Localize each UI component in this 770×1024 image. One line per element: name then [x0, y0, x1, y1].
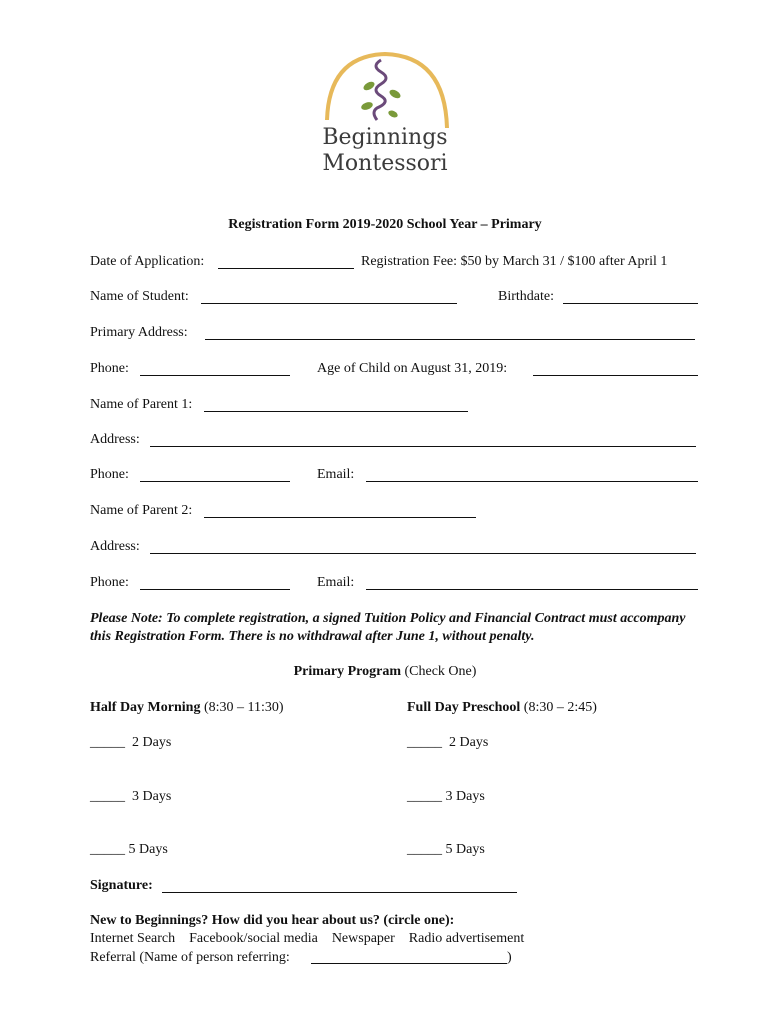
- form-title: Registration Form 2019-2020 School Year – Primary: [228, 217, 542, 232]
- age-of-child-label: Age of Child on August 31, 2019:: [317, 361, 508, 376]
- choice-newspaper[interactable]: Newspaper: [331, 931, 395, 946]
- parent-1-address-label: Address:: [90, 432, 140, 447]
- program-heading: [0, 664, 770, 680]
- check-blank[interactable]: _____: [90, 735, 125, 750]
- date-of-application-label: Date of Application:: [90, 254, 205, 269]
- logo-vine: [374, 60, 386, 120]
- name-of-parent-2-label: Name of Parent 2:: [90, 503, 193, 518]
- referral-label: Referral (Name of person referring:: [90, 950, 290, 965]
- full-day-2-days-option[interactable]: [407, 735, 488, 751]
- check-blank[interactable]: _____: [90, 789, 125, 804]
- parent-2-address-field[interactable]: [150, 553, 696, 554]
- half-day-morning-header: [90, 700, 284, 716]
- parent-2-phone-field[interactable]: [140, 589, 290, 590]
- name-of-student-field[interactable]: [201, 303, 457, 304]
- program-heading-rest: (Check One): [401, 664, 477, 679]
- full-day-3-days-option[interactable]: [407, 789, 485, 805]
- logo-line2: Montessori: [322, 151, 448, 176]
- leaf-icon: [388, 88, 402, 100]
- primary-address-field[interactable]: [205, 339, 695, 340]
- full-day-5-days-option[interactable]: [407, 842, 485, 858]
- parent-1-phone-label: Phone:: [90, 467, 129, 482]
- parent-2-phone-label: Phone:: [90, 575, 129, 590]
- check-blank[interactable]: _____: [407, 735, 442, 750]
- option-label: 2 Days: [449, 735, 489, 750]
- logo-line1: Beginnings: [322, 125, 448, 150]
- program-heading-bold: Primary Program: [293, 664, 401, 679]
- parent-1-phone-field[interactable]: [140, 481, 290, 482]
- leaf-icon: [360, 101, 374, 112]
- primary-address-label: Primary Address:: [90, 325, 188, 340]
- parent-2-email-label: Email:: [317, 575, 355, 590]
- full-day-title: Full Day Preschool: [407, 700, 521, 715]
- date-of-application-field[interactable]: [218, 268, 354, 269]
- signature-field[interactable]: [162, 892, 517, 893]
- beginnings-montessori-logo: [305, 48, 465, 180]
- choice-internet-search[interactable]: Internet Search: [90, 931, 176, 946]
- parent-1-email-label: Email:: [317, 467, 355, 482]
- half-day-2-days-option[interactable]: [90, 735, 171, 751]
- option-label: 5 Days: [445, 842, 485, 857]
- registration-fee-label: Registration Fee: $50 by March 31 / $100 after April 1: [361, 254, 668, 269]
- choice-radio[interactable]: Radio advertisement: [408, 931, 525, 946]
- referral-name-field[interactable]: [311, 963, 507, 964]
- check-blank[interactable]: _____: [90, 842, 125, 857]
- half-day-3-days-option[interactable]: [90, 789, 171, 805]
- referral-question: New to Beginnings? How did you hear about us? (circle one):: [90, 913, 455, 928]
- referral-choices: [90, 931, 524, 947]
- check-blank[interactable]: _____: [407, 842, 442, 857]
- parent-1-email-field[interactable]: [366, 481, 698, 482]
- name-of-parent-1-field[interactable]: [204, 411, 468, 412]
- leaf-icon: [387, 109, 399, 119]
- signature-label: Signature:: [90, 878, 153, 893]
- birthdate-label: Birthdate:: [498, 289, 554, 304]
- parent-2-address-label: Address:: [90, 539, 140, 554]
- name-of-parent-1-label: Name of Parent 1:: [90, 397, 193, 412]
- age-of-child-field[interactable]: [533, 375, 698, 376]
- half-day-title: Half Day Morning: [90, 700, 201, 715]
- option-label: 5 Days: [128, 842, 168, 857]
- birthdate-field[interactable]: [563, 303, 698, 304]
- full-day-preschool-header: [407, 700, 597, 716]
- student-phone-field[interactable]: [140, 375, 290, 376]
- parent-2-email-field[interactable]: [366, 589, 698, 590]
- option-label: 3 Days: [132, 789, 172, 804]
- half-day-5-days-option[interactable]: [90, 842, 168, 858]
- name-of-student-label: Name of Student:: [90, 289, 189, 304]
- name-of-parent-2-field[interactable]: [204, 517, 476, 518]
- logo-arc: [327, 54, 447, 128]
- registration-note: Please Note: To complete registration, a signed Tuition Policy and Financial Contract must accompany this Registration Form. There is no withdrawal after June 1, without penalty.: [90, 611, 686, 644]
- referral-close-paren: ): [507, 950, 512, 965]
- parent-1-address-field[interactable]: [150, 446, 696, 447]
- student-phone-label: Phone:: [90, 361, 129, 376]
- check-blank[interactable]: _____: [407, 789, 442, 804]
- option-label: 3 Days: [445, 789, 485, 804]
- full-day-time: (8:30 – 2:45): [520, 700, 597, 715]
- logo-graphic: [305, 48, 465, 180]
- leaf-icon: [362, 80, 376, 92]
- option-label: 2 Days: [132, 735, 172, 750]
- half-day-time: (8:30 – 11:30): [200, 700, 284, 715]
- choice-facebook[interactable]: Facebook/social media: [189, 931, 318, 946]
